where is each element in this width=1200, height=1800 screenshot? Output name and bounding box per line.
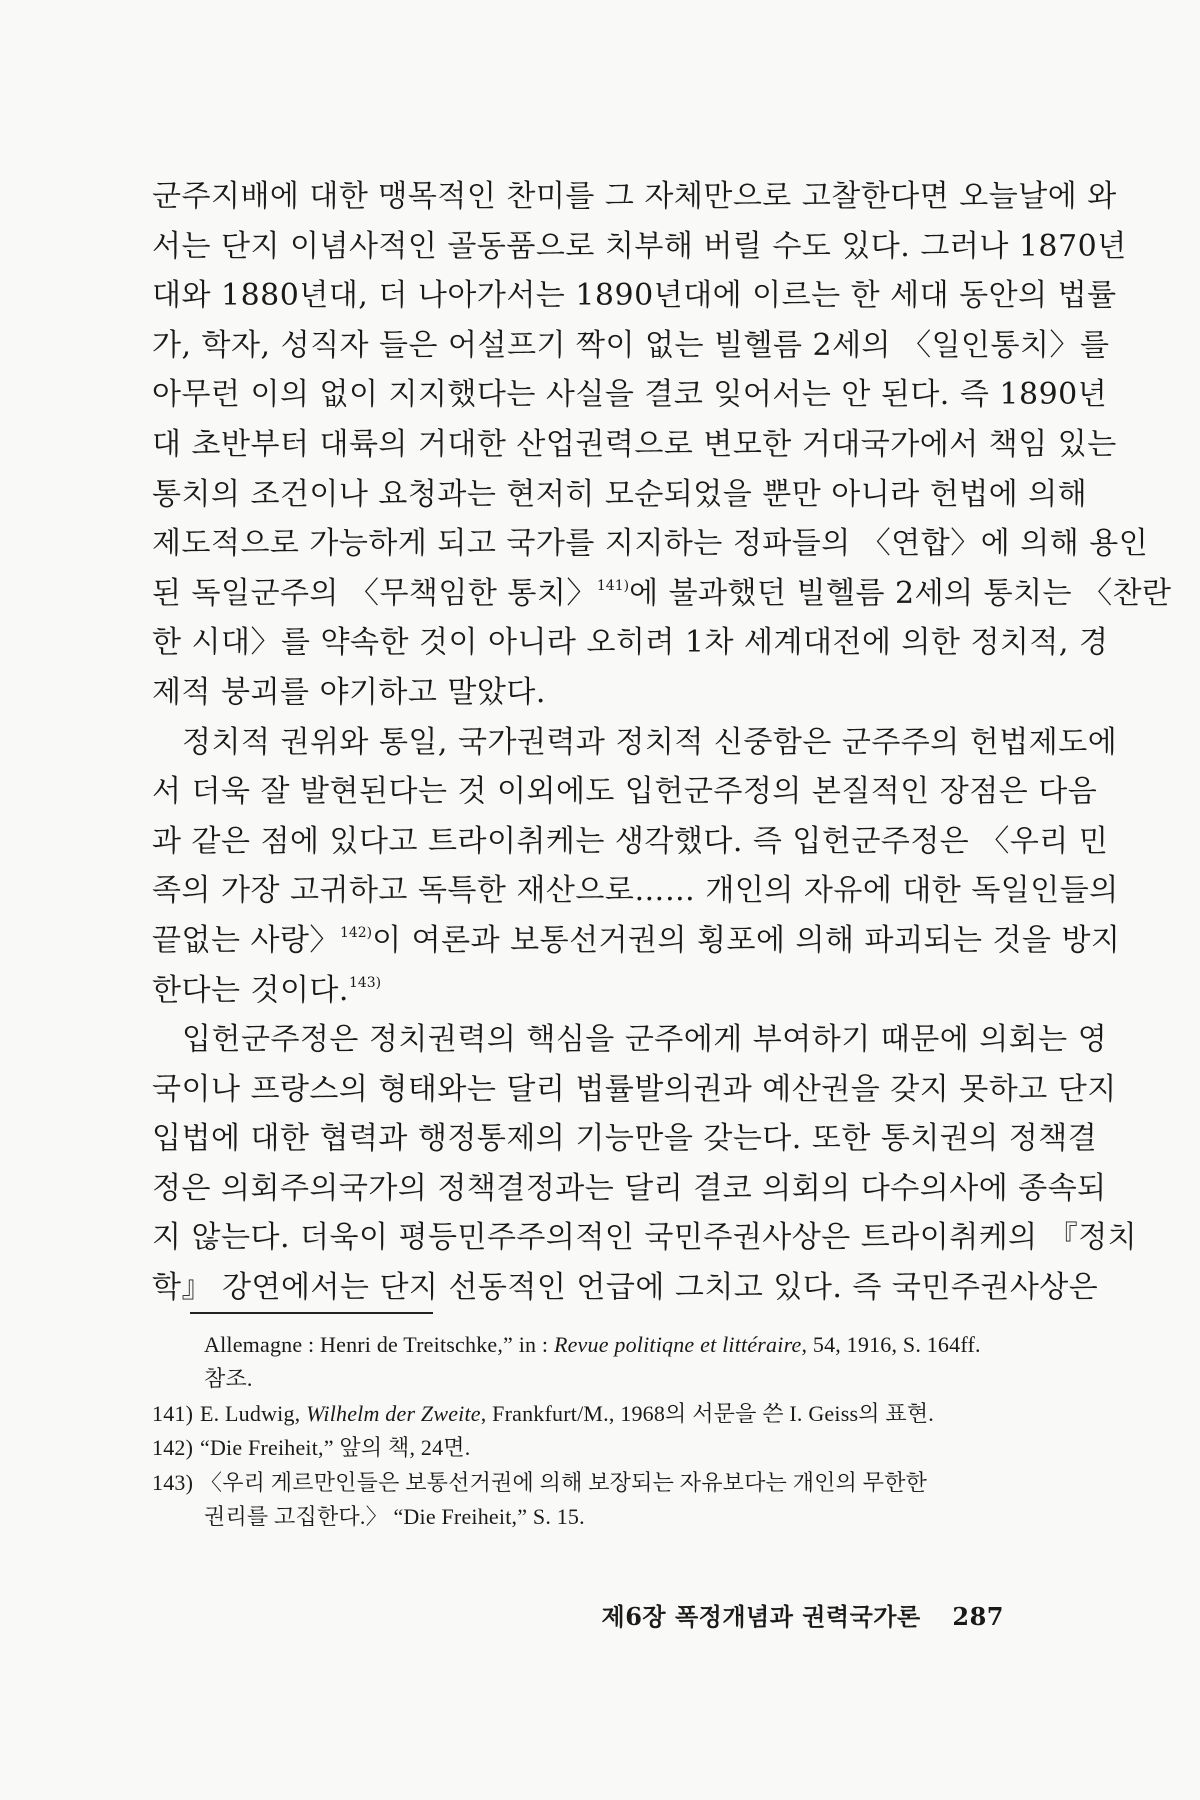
- footnote-text: “Die Freiheit,” 앞의 책, 24면.: [200, 1435, 471, 1461]
- body-text-segment: 이 여론과 보통선거권의 횡포에 의해 파괴되는 것을 방지: [372, 922, 1121, 958]
- footnote-ref-142[interactable]: 142): [339, 924, 373, 941]
- footnote-143-line2: 권리를 고집한다.〉 “Die Freiheit,” S. 15.: [204, 1503, 585, 1529]
- page-number: 287: [952, 1602, 1004, 1631]
- body-line: 정은 의회주의국가의 정책결정과는 달리 결코 의회의 다수의사에 종속되: [152, 1170, 1107, 1206]
- footnote-142: [152, 1431, 1032, 1465]
- body-line: 서 더욱 잘 발현된다는 것 이외에도 입헌군주정의 본질적인 장점은 다음: [152, 774, 1098, 810]
- footnote-number: 141): [152, 1400, 194, 1426]
- body-line: [152, 569, 1172, 619]
- footnote-text: Allemagne : Henri de Treitschke,” in :: [204, 1332, 554, 1357]
- footnote-text: E. Ludwig,: [200, 1400, 307, 1426]
- footnote-title: Wilhelm der Zweite: [306, 1400, 481, 1426]
- footnote-text: , 54, 1916, S. 164ff.: [801, 1332, 981, 1357]
- footnote-141: [152, 1397, 1032, 1431]
- footnotes: [152, 1328, 1032, 1534]
- body-text-segment: 된 독일군주의 〈무책임한 통치〉: [152, 575, 597, 611]
- body-line: 국이나 프랑스의 형태와는 달리 법률발의권과 예산권을 갖지 못하고 단지: [152, 1071, 1117, 1107]
- footnote-divider: [190, 1312, 433, 1314]
- footnote-number: 142): [152, 1435, 194, 1461]
- footnote-ref-143[interactable]: 143): [348, 974, 382, 991]
- body-text-segment: 끝없는 사랑〉: [152, 922, 340, 958]
- paragraph-first-line: 정치적 권위와 통일, 국가권력과 정치적 신중함은 군주주의 헌법제도에: [182, 724, 1118, 760]
- body-line: 한 시대〉를 약속한 것이 아니라 오히려 1차 세계대전에 의한 정치적, 경: [152, 625, 1109, 661]
- paragraph-first-line: 입헌군주정은 정치권력의 핵심을 군주에게 부여하기 때문에 의회는 영: [182, 1022, 1108, 1058]
- body-line: 입법에 대한 협력과 행정통제의 기능만을 갖는다. 또한 통치권의 정책결: [152, 1121, 1098, 1157]
- body-line: 아무런 이의 없이 지지했다는 사실을 결코 잊어서는 안 된다. 즉 1890년: [152, 377, 1108, 413]
- body-line: 서는 단지 이념사적인 골동품으로 치부해 버릴 수도 있다. 그러나 1870년: [152, 228, 1127, 264]
- body-text: [152, 172, 1172, 1313]
- body-line: 과 같은 점에 있다고 트라이취케는 생각했다. 즉 입헌군주정은 〈우리 민: [152, 823, 1109, 859]
- footnote-continued: [152, 1328, 1032, 1362]
- body-line: 대와 1880년대, 더 나아가서는 1890년대에 이르는 한 세대 동안의 법률: [152, 278, 1117, 314]
- footnote-text: 〈우리 게르만인들은 보통선거권에 의해 보장되는 자유보다는 개인의 무한한: [200, 1469, 928, 1495]
- body-text-segment: 에 불과했던 빌헬름 2세의 통치는 〈찬란: [629, 575, 1172, 611]
- footnote-continued-line2: 참조.: [204, 1366, 253, 1392]
- body-line: 대 초반부터 대륙의 거대한 산업권력으로 변모한 거대국가에서 책임 있는: [152, 426, 1117, 462]
- body-line: 제적 붕괴를 야기하고 말았다.: [152, 674, 546, 710]
- body-line: 족의 가장 고귀하고 독특한 재산으로…… 개인의 자유에 대한 독일인들의: [152, 873, 1119, 909]
- body-line: [152, 916, 1121, 966]
- footnote-143: [152, 1466, 1032, 1500]
- footnote-text: , Frankfurt/M., 1968의 서문을 쓴 I. Geiss의 표현.: [480, 1400, 934, 1426]
- body-line: 학』 강연에서는 단지 선동적인 언급에 그치고 있다. 즉 국민주권사상은: [152, 1270, 1099, 1306]
- body-line: 제도적으로 가능하게 되고 국가를 지지하는 정파들의 〈연합〉에 의해 용인: [152, 526, 1149, 562]
- footnote-title: Revue politiqne et littéraire: [553, 1332, 802, 1357]
- chapter-title: 제6장 폭정개념과 권력국가론: [601, 1602, 921, 1631]
- body-line: 통치의 조건이나 요청과는 현저히 모순되었을 뿐만 아니라 헌법에 의해: [152, 476, 1088, 512]
- body-line: [152, 966, 1032, 1016]
- footnote-number: 143): [152, 1469, 194, 1495]
- body-line: 군주지배에 대한 맹목적인 찬미를 그 자체만으로 고찰한다면 오늘날에 와: [152, 179, 1117, 214]
- body-text-segment: 한다는 것이다.: [152, 972, 349, 1008]
- running-footer: [602, 1597, 1004, 1632]
- footnote-ref-141[interactable]: 141): [596, 577, 630, 594]
- body-line: 지 않는다. 더욱이 평등민주주의적인 국민주권사상은 트라이취케의 『정치: [152, 1220, 1138, 1256]
- body-line: 가, 학자, 성직자 들은 어설프기 짝이 없는 빌헬름 2세의 〈일인통치〉를: [152, 327, 1110, 363]
